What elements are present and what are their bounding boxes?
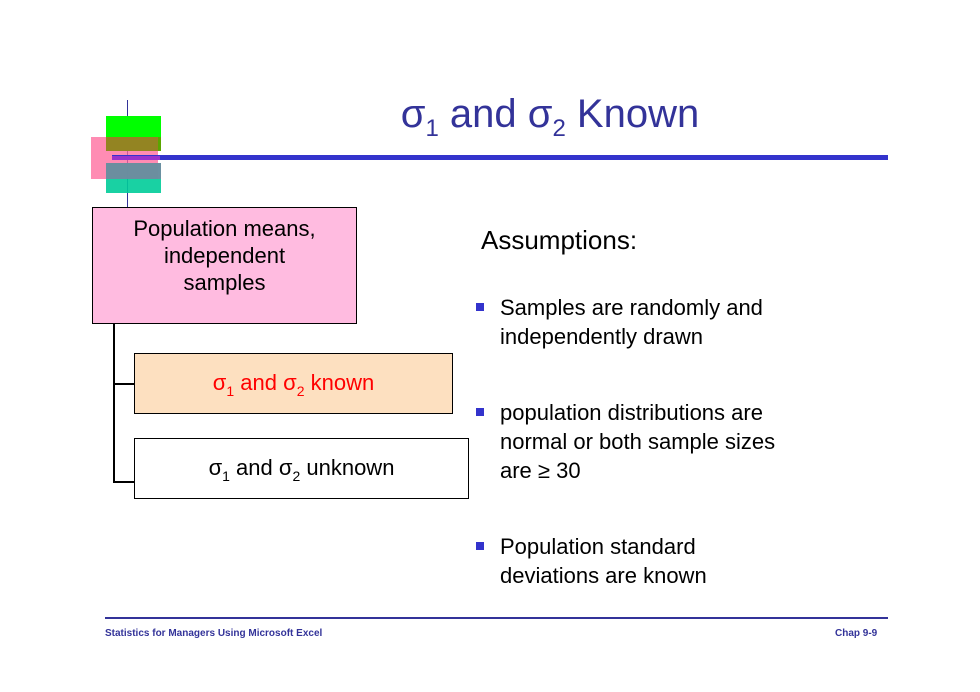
sigma-unknown-box: $\sigma_1$ and $\sigma_2$ unknown <box>134 438 469 499</box>
title-rule-accent <box>112 156 160 160</box>
bullet-line: population distributions are <box>500 400 763 425</box>
tree-connector-known <box>113 383 135 385</box>
population-means-box <box>92 207 357 324</box>
sigma-known-box: $\sigma_1$ and $\sigma_2$ known <box>134 353 453 414</box>
assumption-bullet <box>500 532 900 590</box>
population-box-line: Population means, <box>133 216 316 241</box>
footer-rule <box>105 617 888 619</box>
population-box-line: samples <box>183 270 266 295</box>
tree-connector-unknown <box>113 481 135 483</box>
tree-connector-vertical <box>113 324 115 481</box>
bullet-square-icon <box>476 303 484 311</box>
bullet-line: Samples are randomly and <box>500 295 763 320</box>
population-box-line: independent <box>163 243 286 268</box>
bullet-line: are ≥ 30 <box>500 458 581 483</box>
assumptions-heading: Assumptions: <box>481 225 638 255</box>
bullet-square-icon <box>476 408 484 416</box>
bullet-line: independently drawn <box>500 324 704 349</box>
decor-grey-overlap <box>106 163 161 179</box>
bullet-square-icon <box>476 542 484 550</box>
title-rule <box>112 155 888 160</box>
footer-chapter: Chap 9-9 <box>835 628 878 639</box>
bullet-line: normal or both sample sizes <box>500 429 776 454</box>
bullet-line: deviations are known <box>500 563 707 588</box>
decor-olive-overlap <box>106 137 161 151</box>
assumption-bullet <box>500 398 900 485</box>
slide-title: $\sigma_1$ and $\sigma_2$ Known <box>400 92 700 142</box>
assumption-bullet <box>500 293 900 351</box>
footer-book-title: Statistics for Managers Using Microsoft Excel <box>105 628 323 639</box>
bullet-line: Population standard <box>500 534 696 559</box>
